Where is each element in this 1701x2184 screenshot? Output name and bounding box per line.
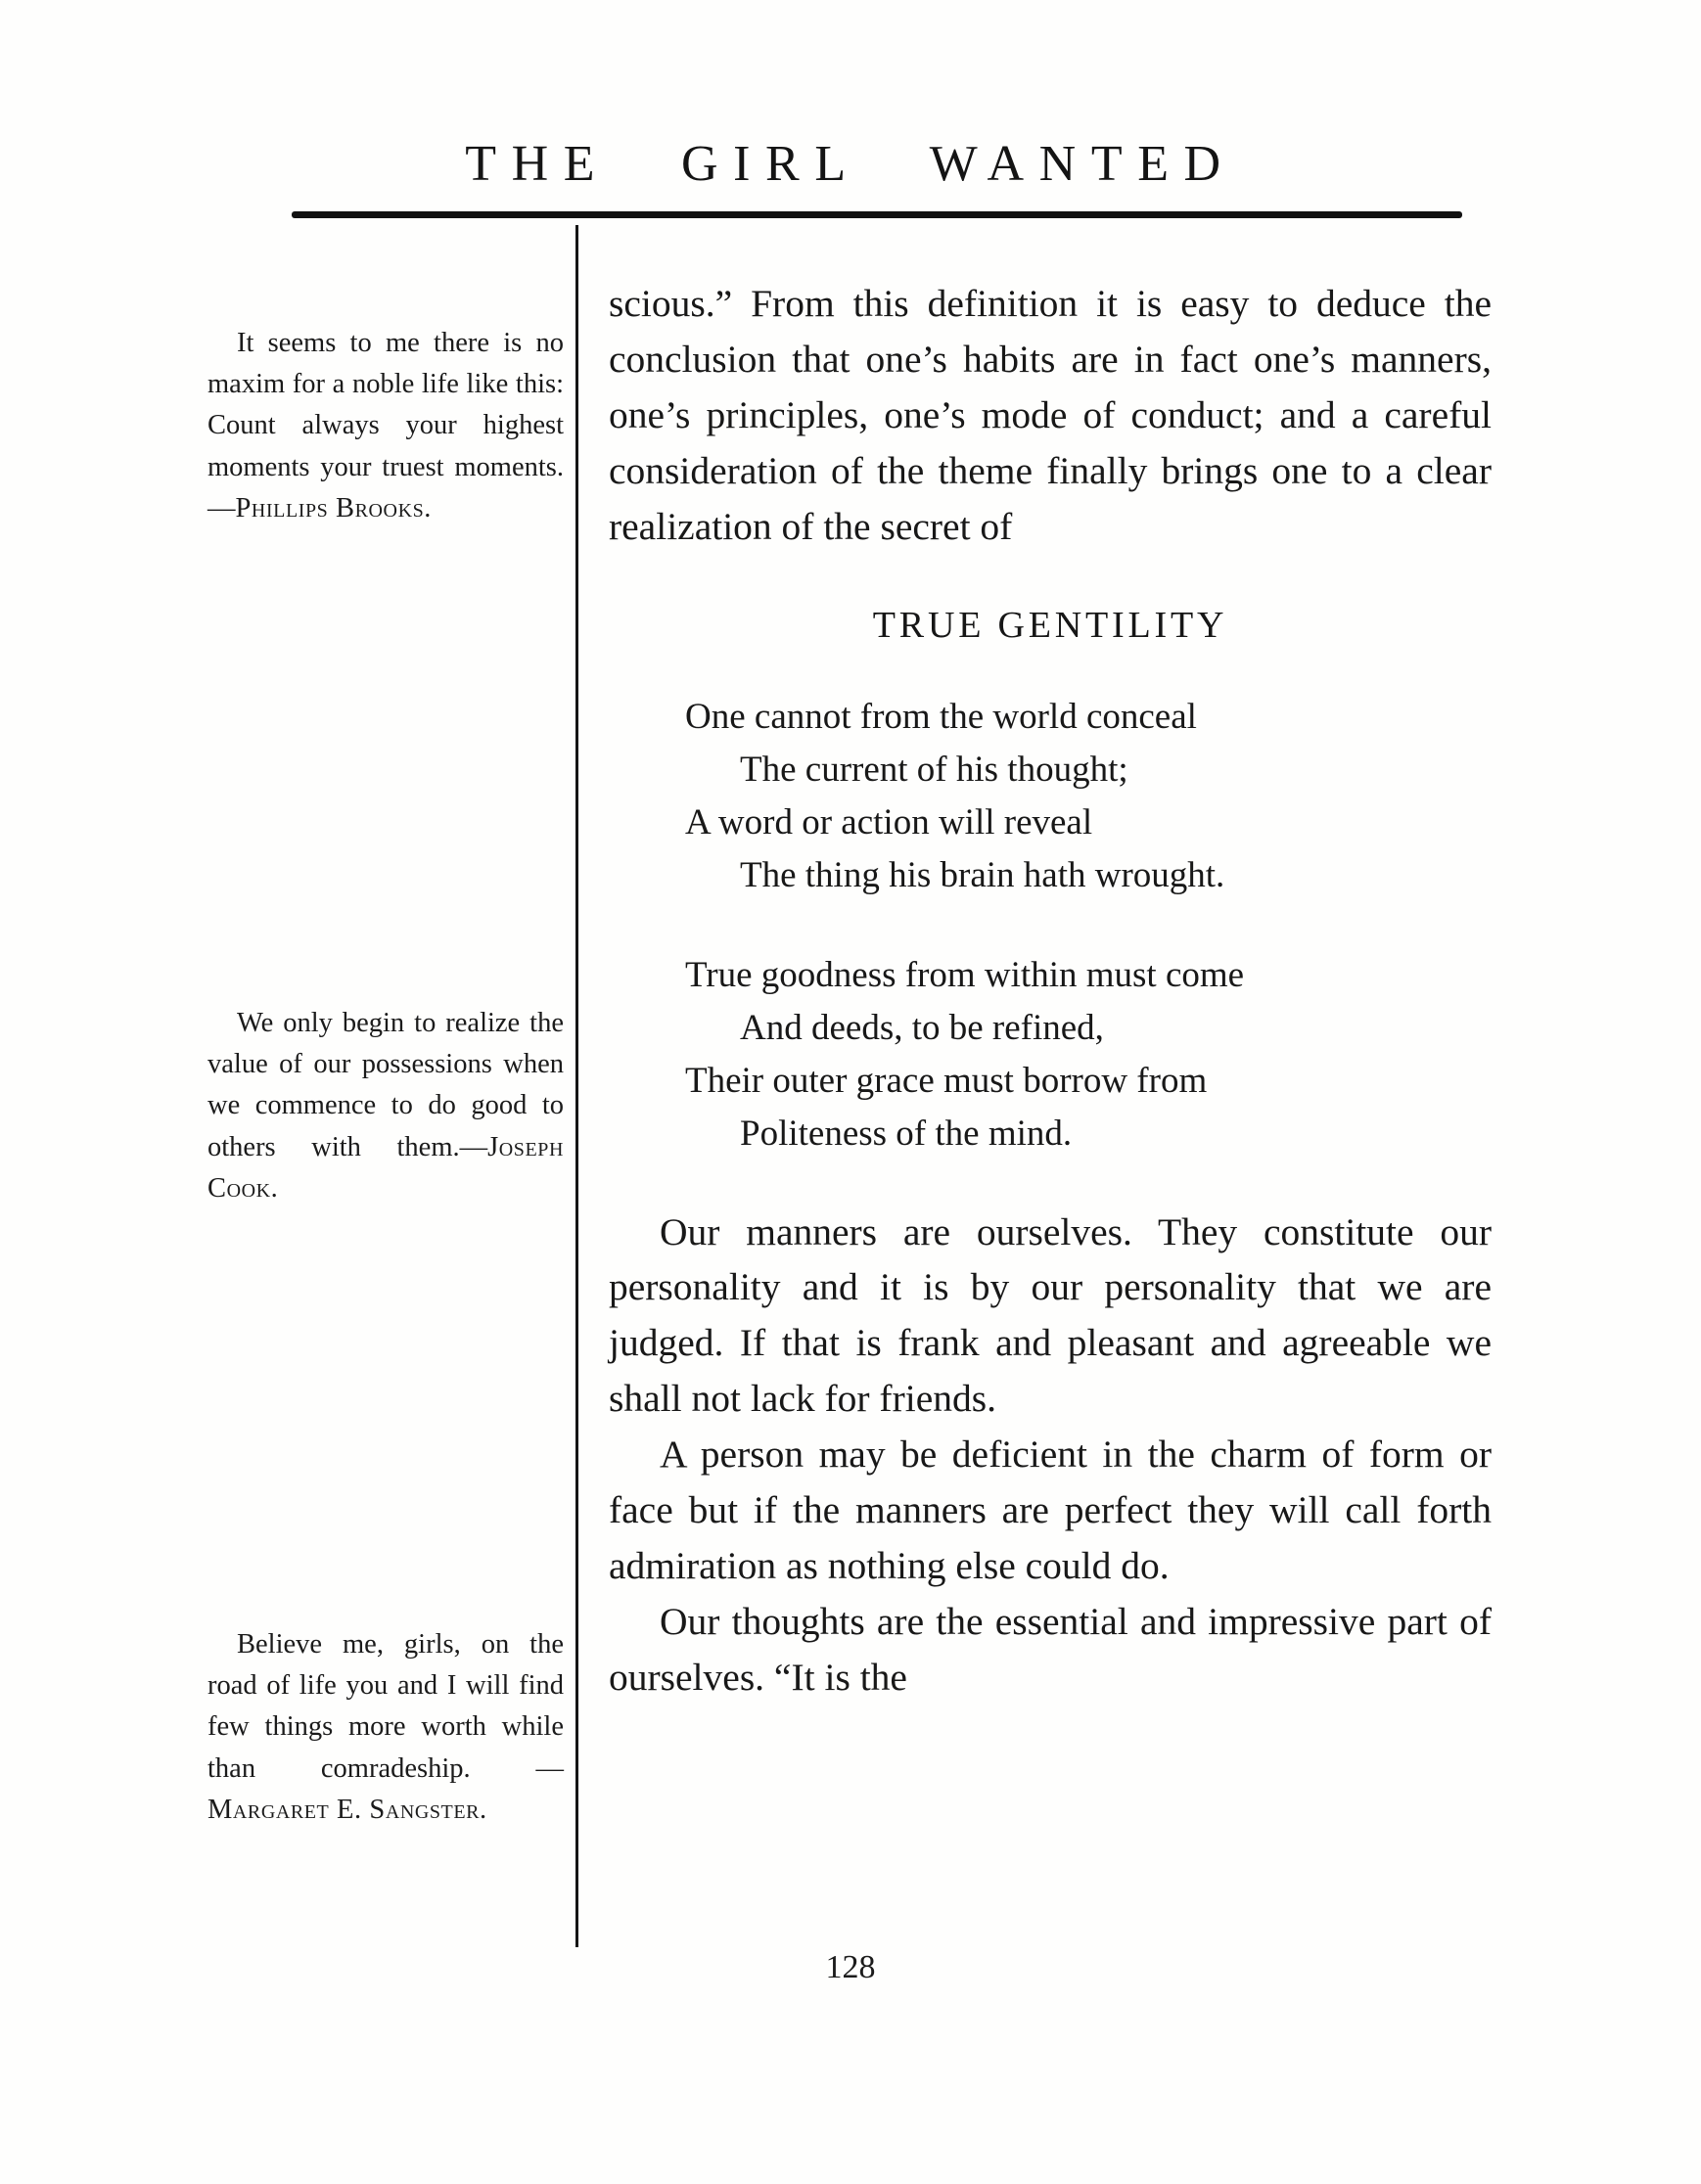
paragraph-manners: Our manners are ourselves. They constitute our personality and it is by our personality that we are judged. If that is frank and pleasant and agreeable we shall not lack for friends.	[609, 1209, 1492, 1421]
main-text-column	[609, 276, 1492, 1705]
sidebar-quote-3	[207, 1624, 564, 1831]
paragraph-thoughts: Our thoughts are the essential and impressive part of ourselves. “It is the	[609, 1599, 1492, 1699]
column-divider	[575, 225, 578, 1947]
quote-text: Believe me, girls, on the road of life you and I will find few things more worth while than comradeship. —	[207, 1629, 564, 1784]
poem-line: The thing his brain hath wrought.	[740, 855, 1225, 896]
poem-stanza-1	[685, 691, 1492, 902]
poem-line: And deeds, to be refined,	[740, 1008, 1104, 1049]
quote-text: It seems to me there is no maxim for a noble life like this: Count always your highest moments your truest moments.—	[207, 328, 564, 523]
poem-line: Politeness of the mind.	[740, 1114, 1073, 1155]
poem-line: A word or action will reveal	[685, 802, 1093, 843]
paragraph-continuation: scious.” From this definition it is easy to deduce the conclusion that one’s habits are in fact one’s manners, one’s principles, one’s mode of conduct; and a careful consideration of the theme finally brings one to a clear realization of the secret of	[609, 282, 1492, 548]
header-rule	[292, 211, 1462, 218]
quote-attribution: Joseph Cook.	[207, 1131, 564, 1204]
poem-line: One cannot from the world conceal	[685, 697, 1197, 738]
sidebar-quote-2	[207, 1003, 564, 1209]
quote-text: We only begin to realize the value of our possessions when we commence to do good to others with them.—	[207, 1008, 564, 1162]
sidebar-quote-1	[207, 323, 564, 529]
quote-attribution: Phillips Brooks.	[235, 492, 432, 523]
poem-line: Their outer grace must borrow from	[685, 1061, 1208, 1102]
poem	[685, 691, 1492, 1160]
quote-attribution: Margaret E. Sangster.	[207, 1794, 487, 1825]
poem-line: True goodness from within must come	[685, 955, 1245, 996]
paragraph-person-deficient: A person may be deficient in the charm of form or face but if the manners are perfect they will call forth admiration as nothing else could do.	[609, 1433, 1492, 1587]
poem-line: The current of his thought;	[740, 750, 1128, 791]
poem-stanza-2	[685, 949, 1492, 1160]
section-heading: TRUE GENTILITY	[872, 605, 1228, 647]
page-header-title: THE GIRL WANTED	[465, 136, 1236, 192]
page-number: 128	[825, 1949, 876, 1985]
